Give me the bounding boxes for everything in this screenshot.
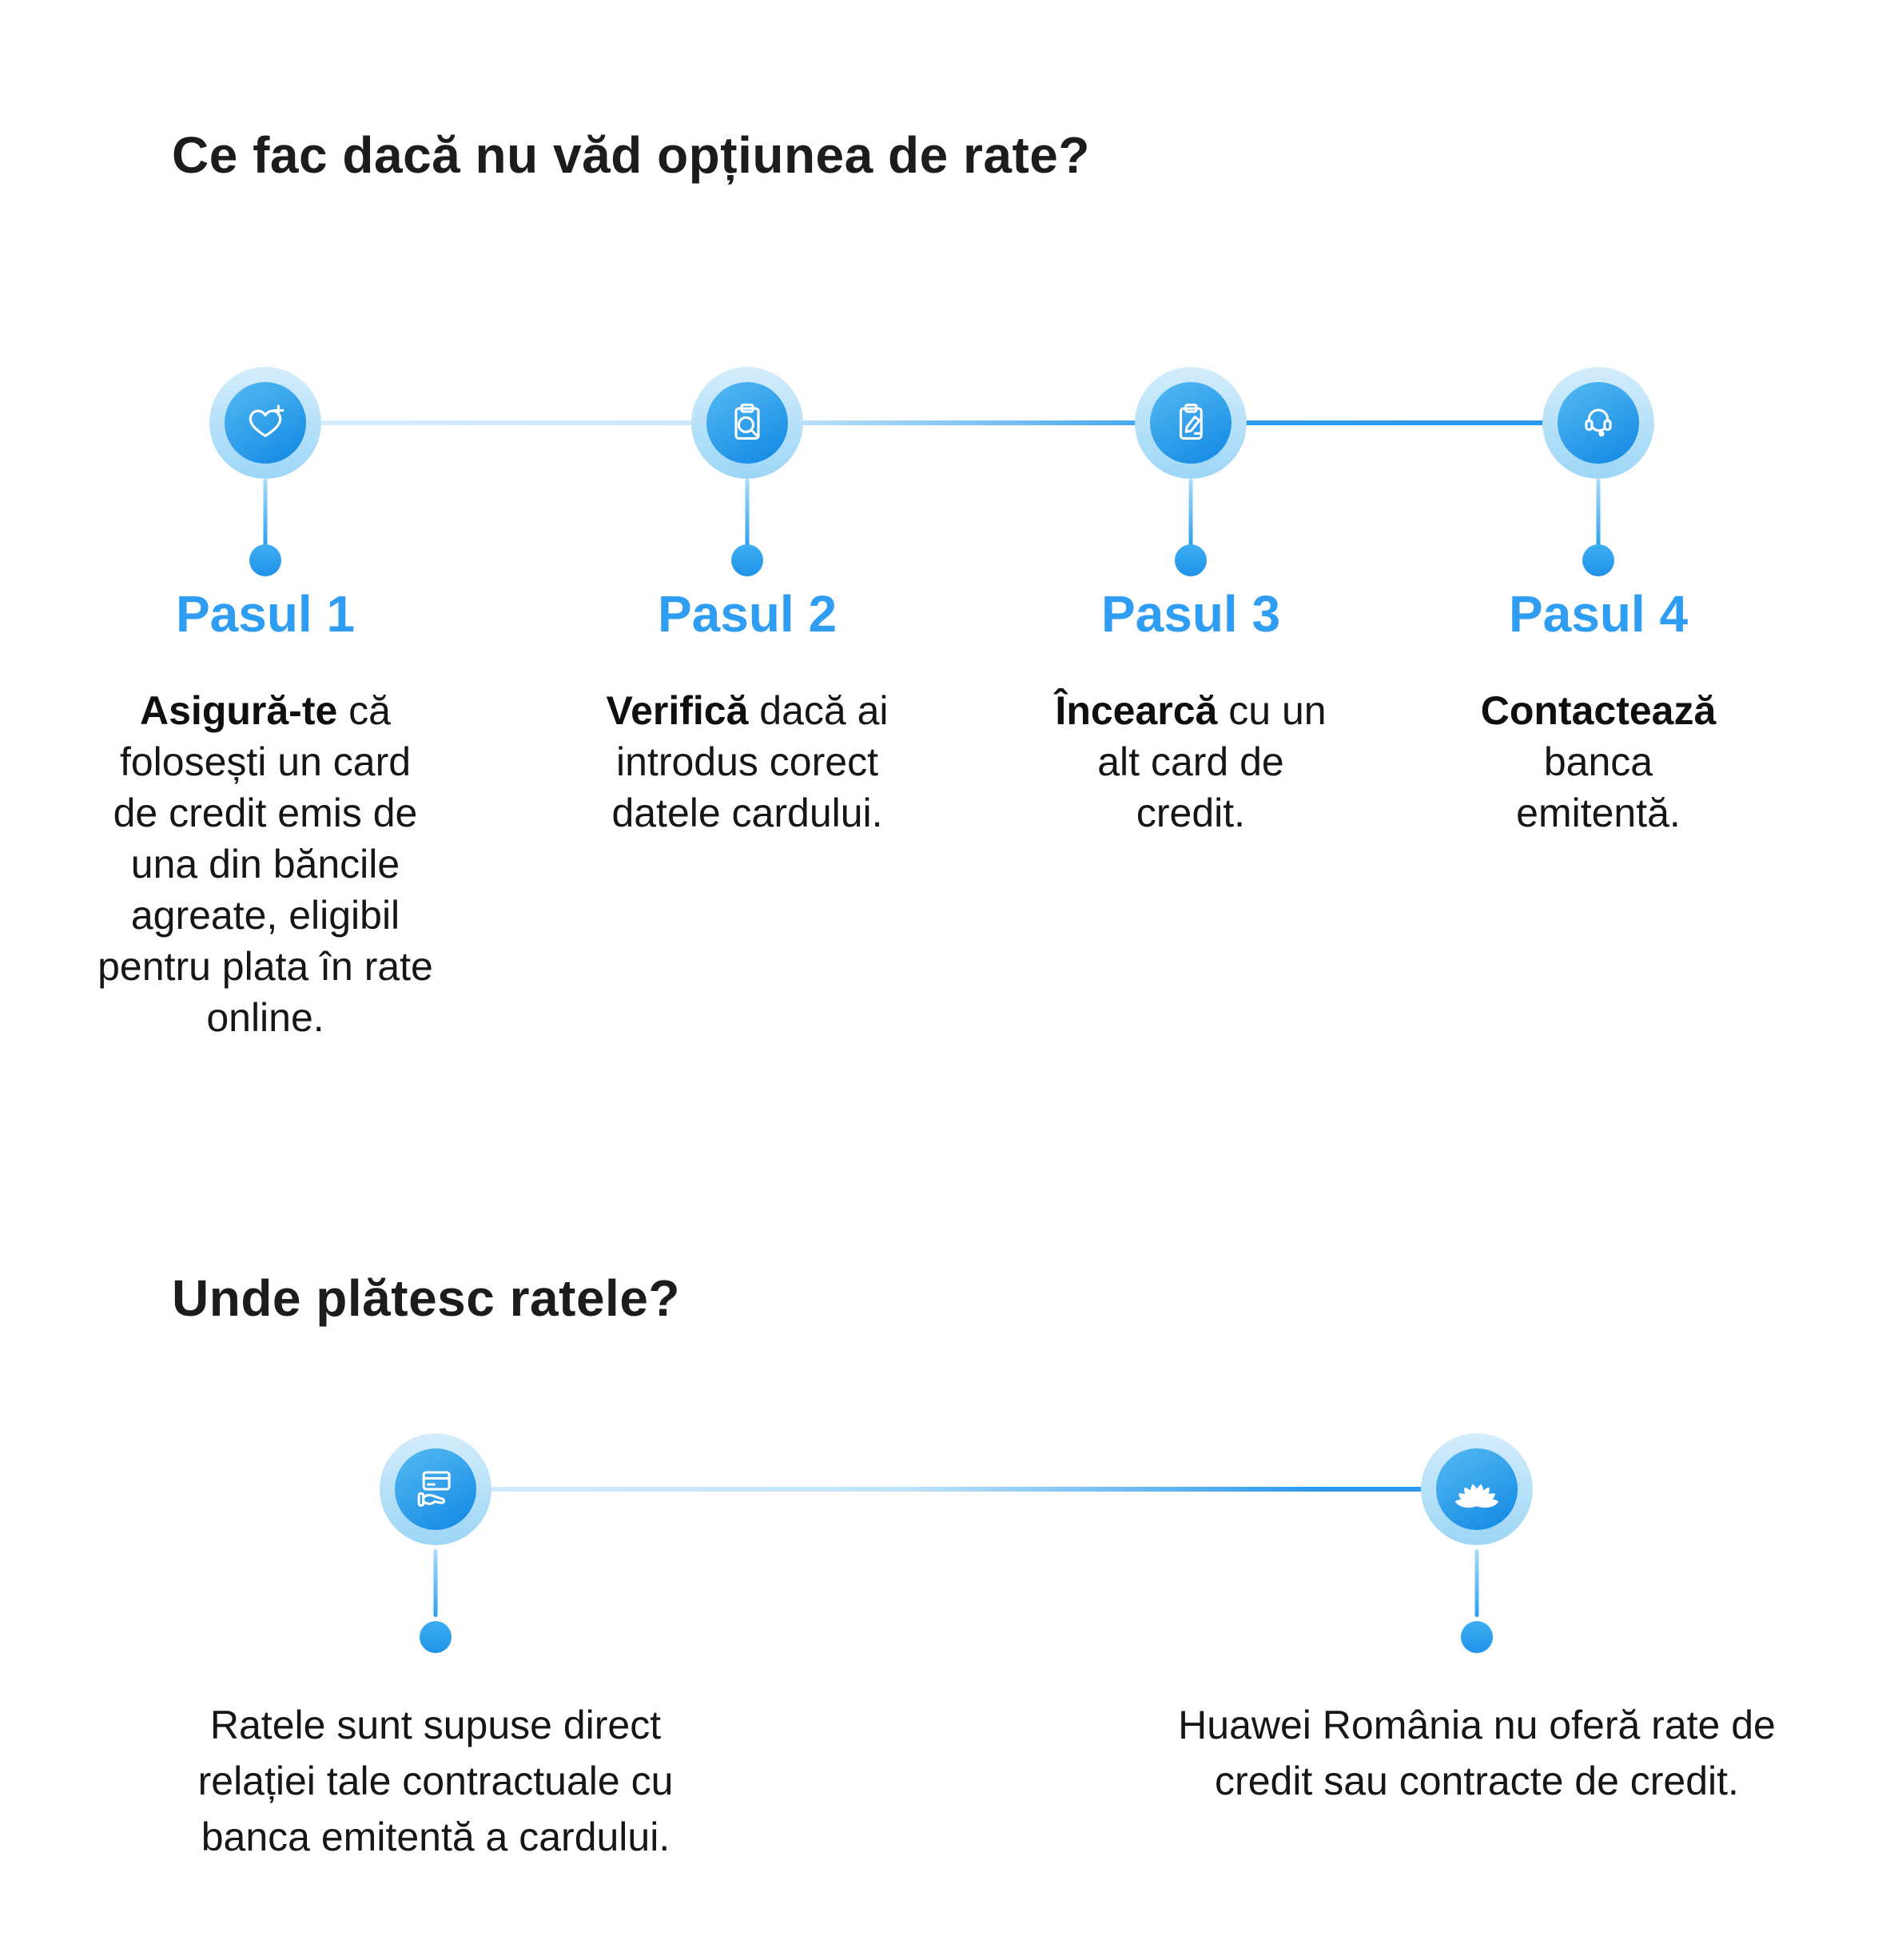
step1-rest-text: că folosești un card de credit emis de una din băncile agreate, eligibil pentru plata în rate online. <box>97 688 433 1040</box>
step4-lead-word: Contactează <box>1480 688 1717 733</box>
step2-label: Pasul 2 <box>657 585 838 643</box>
step2-lead-word: Verifică <box>606 688 749 733</box>
pay2-dot <box>1461 1621 1493 1653</box>
step4-icon-badge <box>1542 367 1654 479</box>
huawei-logo-icon <box>1454 1470 1500 1508</box>
step4-description <box>1466 685 1730 839</box>
step1-label: Pasul 1 <box>175 585 356 643</box>
step4-label: Pasul 4 <box>1508 585 1689 643</box>
pay2-icon-badge <box>1421 1433 1533 1545</box>
pay1-stem <box>434 1549 438 1617</box>
step1-lead-word: Asigură-te <box>140 688 338 733</box>
step3-icon-badge <box>1135 367 1247 479</box>
timeline-connector-pay <box>432 1487 1478 1492</box>
pay2-text: Huawei România nu oferă rate de credit sau contracte de credit. <box>1178 1703 1776 1803</box>
step1-dot <box>249 544 281 576</box>
pay1-text: Ratele sunt supuse direct relației tale contractuale cu banca emitentă a cardului. <box>197 1703 674 1859</box>
step3-stem <box>1189 479 1193 546</box>
step3-label: Pasul 3 <box>1100 585 1281 643</box>
step1-description <box>97 685 433 1043</box>
step1-icon-badge <box>209 367 321 479</box>
step4-rest-text: banca emitentă. <box>1516 739 1681 835</box>
step2-stem <box>746 479 750 546</box>
step2-rest-text: dacă ai introdus corect datele cardului. <box>611 688 889 835</box>
clipboard-edit-icon <box>1168 400 1213 445</box>
pay2-stem <box>1475 1549 1479 1617</box>
clipboard-search-icon <box>725 400 770 445</box>
heart-plus-icon <box>243 400 288 445</box>
step2-dot <box>731 544 763 576</box>
timeline-connector-steps <box>265 420 1598 425</box>
section1-title: Ce fac dacă nu văd opțiunea de rate? <box>172 126 1090 184</box>
step2-icon-badge <box>691 367 803 479</box>
step1-stem <box>264 479 268 546</box>
headset-icon <box>1576 400 1621 445</box>
step3-rest-text: cu un alt card de credit. <box>1097 688 1327 835</box>
step4-stem <box>1597 479 1601 546</box>
pay1-dot <box>420 1621 452 1653</box>
step3-lead-word: Încearcă <box>1055 688 1218 733</box>
card-hand-icon <box>413 1467 458 1512</box>
step4-dot <box>1582 544 1614 576</box>
section2-title: Unde plătesc ratele? <box>172 1269 680 1327</box>
pay1-icon-badge <box>380 1433 491 1545</box>
step3-dot <box>1175 544 1207 576</box>
step2-description <box>571 685 923 839</box>
step3-description <box>1039 685 1343 839</box>
